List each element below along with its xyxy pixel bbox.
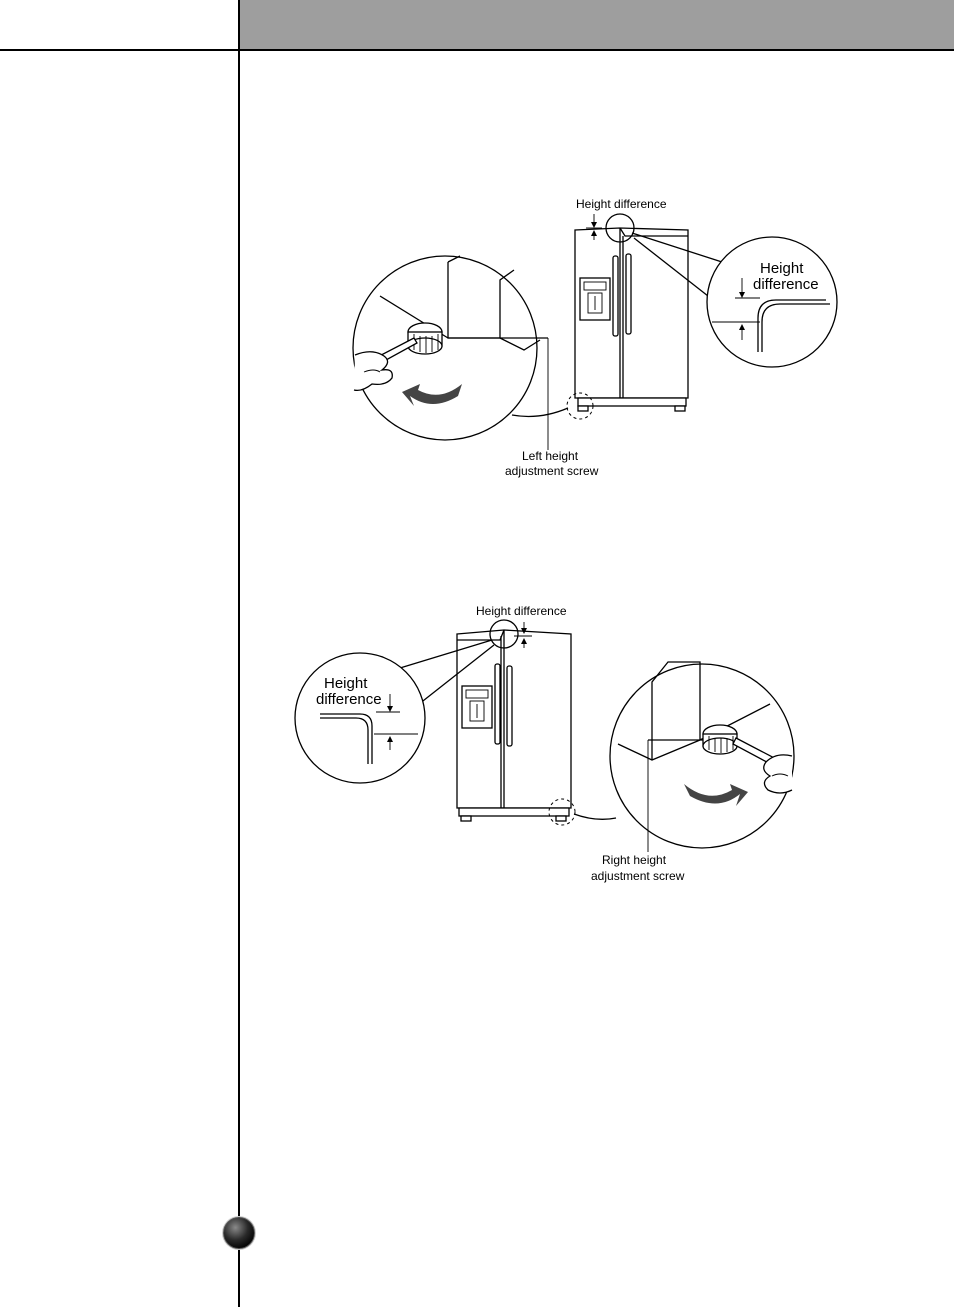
figure-2-screw-label-line2: adjustment screw <box>591 869 685 883</box>
figure-2-zoom-label-line1: Height <box>324 675 368 692</box>
screw-zoom-1 <box>353 256 568 440</box>
height-difference-zoom-2 <box>295 653 425 783</box>
page-marker-icon <box>223 1217 255 1249</box>
figure-1-left-screw <box>353 197 837 478</box>
figure-2-top-label: Height difference <box>476 604 567 618</box>
figure-1-zoom-label-line2: difference <box>753 276 819 293</box>
figure-1-screw-label-line2: adjustment screw <box>505 464 599 478</box>
figure-1-zoom-label-line1: Height <box>760 260 804 277</box>
figure-1-screw-label-line1: Left height <box>522 449 579 463</box>
figure-2-zoom-label-line2: difference <box>316 691 382 708</box>
screw-zoom-2 <box>574 662 794 848</box>
figure-1-top-label: Height difference <box>576 197 667 211</box>
height-difference-zoom-1 <box>707 237 837 367</box>
figure-2-screw-label-line1: Right height <box>602 853 667 867</box>
fridge-illustration-1 <box>575 228 688 411</box>
fridge-illustration-2 <box>457 630 571 821</box>
figure-2-right-screw <box>295 604 794 883</box>
